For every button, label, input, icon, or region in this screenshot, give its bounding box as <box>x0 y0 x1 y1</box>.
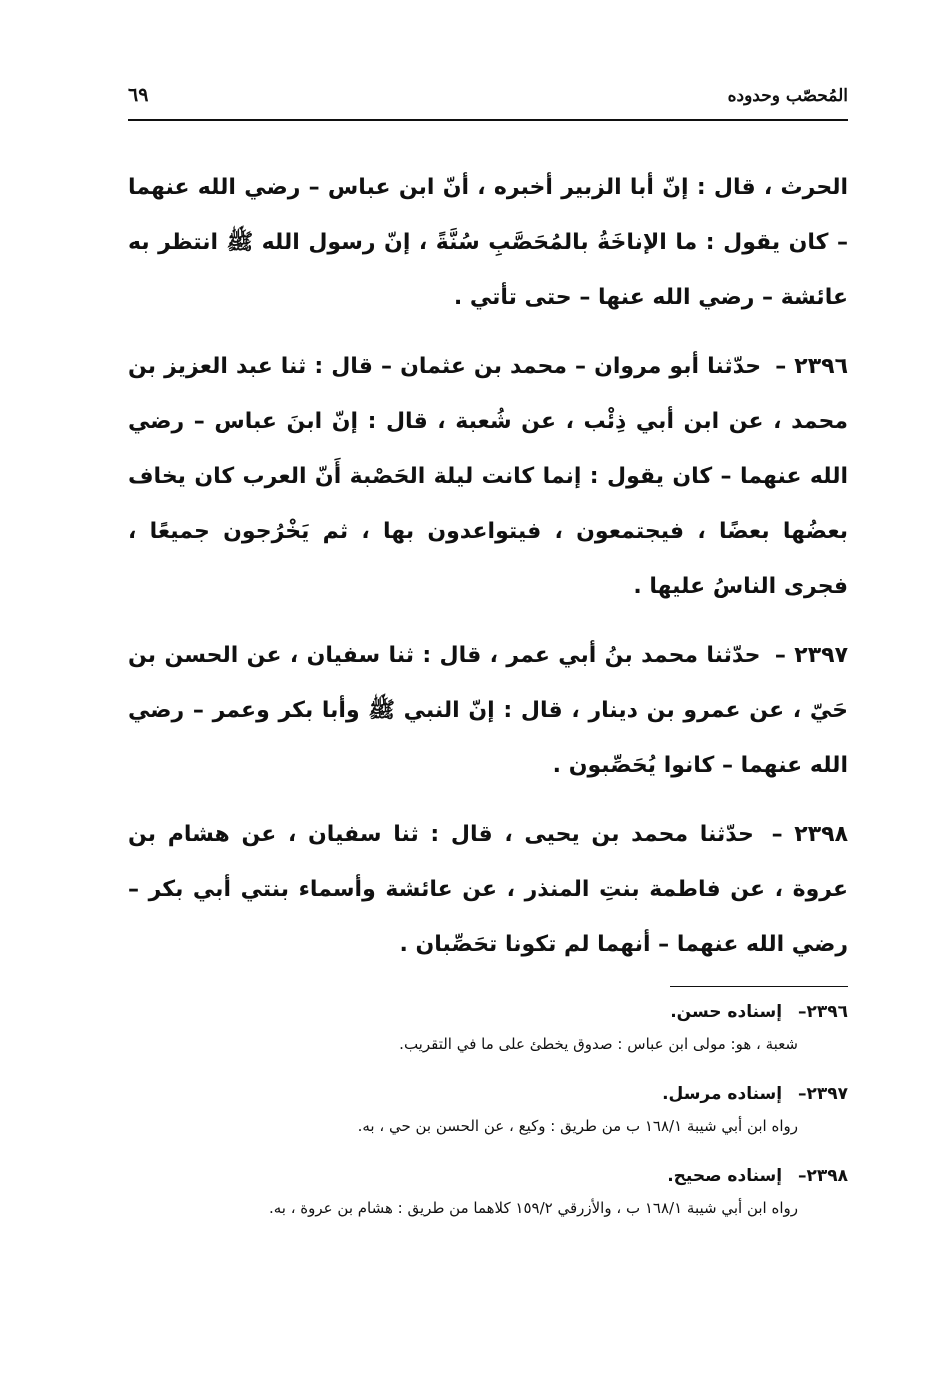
footnotes <box>128 996 848 1242</box>
header-rule <box>128 119 848 121</box>
footnote-body: رواه ابن أبي شيبة ١٦٨/١ ب من طريق : وكيع ، عن الحسن بن حي ، به. <box>357 1117 798 1135</box>
footnote-separator <box>670 986 848 987</box>
paragraph-continuation <box>128 160 848 325</box>
footnote-heading <box>128 1078 848 1110</box>
footnote <box>128 1078 848 1142</box>
paragraph-text: حدّثنا محمد بن يحيى ، قال : ثنا سفيان ، عن هشام بن عروة ، عن فاطمة بنتِ المنذر ، عن عائشة وأسماء بنتي أبي بكر – رضي الله عنهما – أنهما لم تكونا تحَصِّبان . <box>128 822 848 957</box>
footnote-number: ٢٣٩٨– <box>797 1166 848 1186</box>
running-title: المُحصّب وحدوده <box>727 86 848 106</box>
hadith-paragraph <box>128 628 848 793</box>
paragraph-text: حدّثنا محمد بنُ أبي عمر ، قال : ثنا سفيان ، عن الحسن بن حَيّ ، عن عمرو بن دينار ، قال : إنّ النبي ﷺ وأبا بكر وعمر – رضي الله عنهما – كانوا يُحَصِّبون . <box>128 643 848 778</box>
footnote-heading <box>128 996 848 1028</box>
footnote-grade: إسناده مرسل. <box>662 1084 783 1104</box>
hadith-paragraph <box>128 339 848 614</box>
footnote-number: ٢٣٩٦– <box>797 1002 848 1022</box>
paragraph-text: الحرث ، قال : إنّ أبا الزبير أخبره ، أنّ ابن عباس – رضي الله عنهما – كان يقول : ما الإناخَةُ بالمُحَصَّبِ سُنَّةً ، إنّ رسول الله ﷺ انتظر به عائشة – رضي الله عنها – حتى تأتي . <box>128 175 848 310</box>
hadith-paragraph <box>128 807 848 972</box>
footnote-heading <box>128 1160 848 1192</box>
footnote-grade: إسناده حسن. <box>670 1002 783 1022</box>
footnote-body: شعبة ، هو: مولى ابن عباس : صدوق يخطئ على ما في التقريب. <box>399 1035 798 1053</box>
hadith-number: ٢٣٩٦ – <box>775 354 848 379</box>
footnote <box>128 996 848 1060</box>
footnote-grade: إسناده صحيح. <box>667 1166 783 1186</box>
main-text <box>128 160 848 972</box>
footnote-number: ٢٣٩٧– <box>797 1084 848 1104</box>
paragraph-text: حدّثنا أبو مروان – محمد بن عثمان – قال : ثنا عبد العزيز بن محمد ، عن ابن أبي ذِئْب ، عن شُعبة ، قال : إنّ ابنَ عباس – رضي الله عنهما – كان يقول : إنما كانت ليلة الحَصْبة أَنّ العرب كان يخاف بعضُها بعضًا ، فيجتمعون ، فيتواعدون بها ، ثم يَخْرُجون جميعًا ، فجرى الناسُ عليها . <box>128 354 848 599</box>
running-header <box>128 82 848 116</box>
hadith-number: ٢٣٩٨ – <box>771 822 848 847</box>
page-number: ٦٩ <box>128 84 149 106</box>
hadith-number: ٢٣٩٧ – <box>774 643 848 668</box>
footnote-body: رواه ابن أبي شيبة ١٦٨/١ ب ، والأزرقي ١٥٩/٢ كلاهما من طريق : هشام بن عروة ، به. <box>268 1199 798 1217</box>
footnote <box>128 1160 848 1224</box>
